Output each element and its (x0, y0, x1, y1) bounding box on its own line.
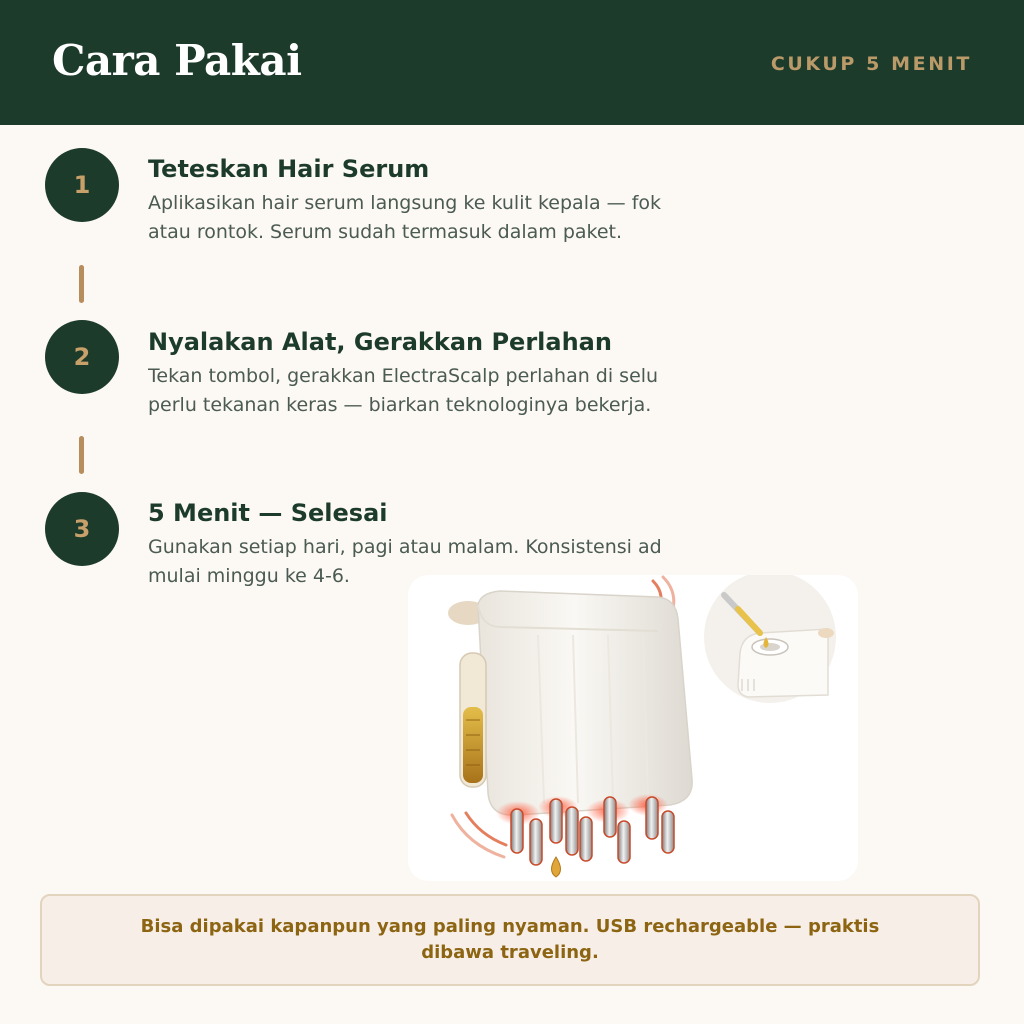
step-1-description-line: Aplikasikan hair serum langsung ke kulit kepala — fok (148, 192, 662, 214)
step-1-title: Teteskan Hair Serum (148, 155, 430, 183)
page-title: Cara Pakai (52, 36, 302, 85)
step-2-number-badge: 2 (45, 320, 119, 394)
step-1-description (148, 189, 684, 247)
duration-tagline: CUKUP 5 MENIT (770, 53, 972, 75)
step-connector (79, 265, 84, 303)
step-3-description-line: Gunakan setiap hari, pagi atau malam. Konsistensi ad (148, 536, 662, 558)
product-image (408, 575, 858, 881)
step-2-description (148, 362, 684, 420)
step-2-description-line: Tekan tombol, gerakkan ElectraScalp perlahan di selu (148, 365, 659, 387)
step-3-description-line: mulai minggu ke 4-6. (148, 565, 350, 587)
step-1-description-line: atau rontok. Serum sudah termasuk dalam paket. (148, 221, 623, 243)
scalp-massager-illustration (408, 575, 858, 881)
step-2-description-line: perlu tekanan keras — biarkan teknologinya bekerja. (148, 394, 652, 416)
step-3-number-badge: 3 (45, 492, 119, 566)
step-1-number-badge: 1 (45, 148, 119, 222)
usage-note-box (40, 894, 980, 986)
usage-note-text: Bisa dipakai kapanpun yang paling nyaman. USB rechargeable — praktis dibawa traveling. (140, 916, 880, 963)
step-connector (79, 436, 84, 474)
step-3-title: 5 Menit — Selesai (148, 499, 388, 527)
header-bar (0, 0, 1024, 125)
step-2-title: Nyalakan Alat, Gerakkan Perlahan (148, 328, 612, 356)
